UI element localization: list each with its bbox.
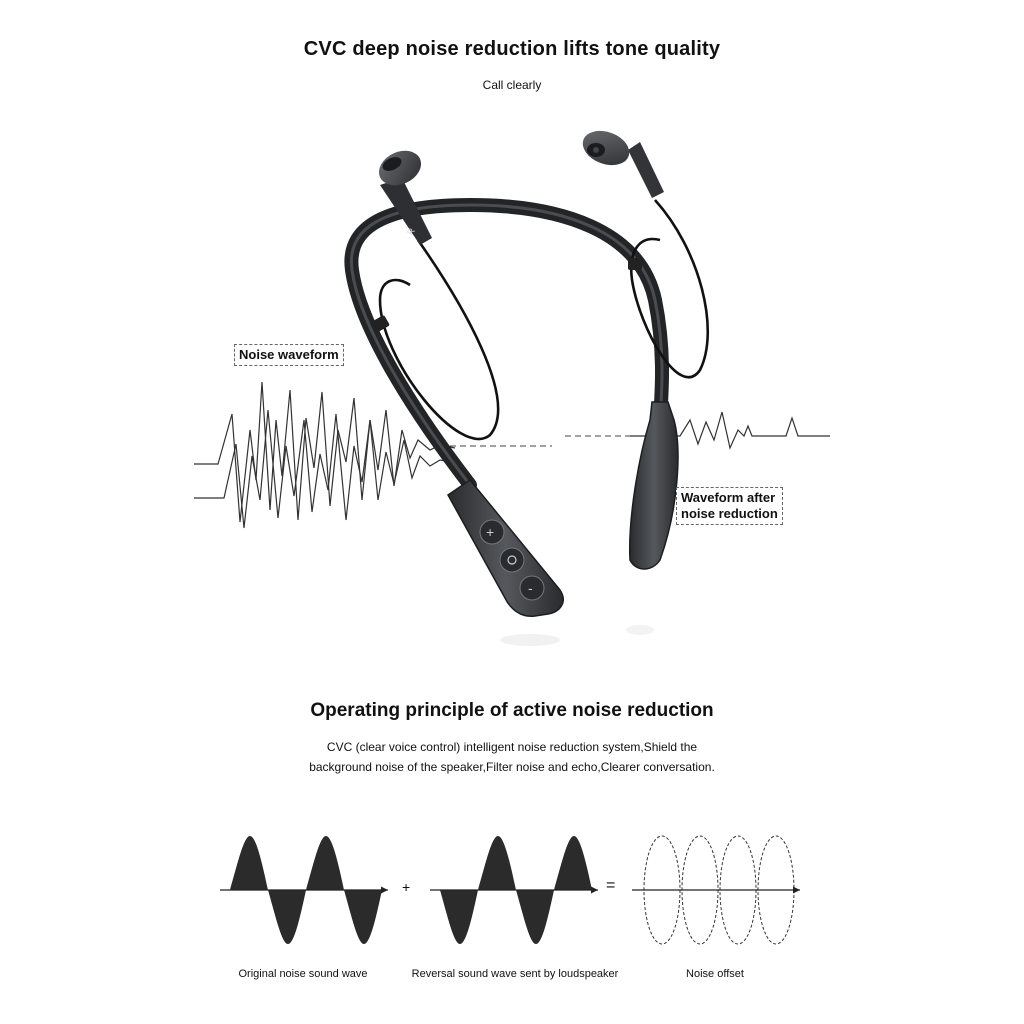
reduced-waveform-label (676, 487, 783, 525)
control-unit (448, 480, 563, 616)
svg-text:R: R (405, 226, 417, 237)
reduced-waveform-label-line1: Waveform after (681, 490, 776, 505)
battery-unit (630, 402, 678, 569)
equals-operator: = (606, 877, 616, 894)
section-description-line1: CVC (clear voice control) intelligent noise reduction system,Shield the (326, 740, 698, 754)
noise-waveform-label: Noise waveform (234, 344, 344, 366)
noise-cancel-diagram (0, 820, 1024, 960)
caption-noise-offset: Noise offset (686, 968, 744, 980)
cable-right-earbud (380, 240, 498, 439)
section-description-line2: background noise of the speaker,Filter noise and echo,Clearer conversation. (309, 760, 715, 774)
reversal-wave (430, 836, 598, 944)
svg-text:-: - (528, 580, 533, 596)
svg-text:+: + (486, 524, 495, 540)
caption-original-wave: Original noise sound wave (238, 968, 368, 980)
neckband (351, 205, 662, 485)
power-button[interactable] (500, 548, 524, 572)
page-title: CVC deep noise reduction lifts tone quality (303, 38, 721, 60)
original-wave (220, 836, 388, 944)
plus-operator: + (402, 879, 411, 895)
section-title: Operating principle of active noise reduction (310, 700, 714, 721)
earbud-right (373, 144, 432, 245)
reduced-waveform-label-line2: noise reduction (681, 506, 778, 521)
caption-reversal-wave: Reversal sound wave sent by loudspeaker (411, 968, 619, 980)
page-subtitle: Call clearly (482, 78, 542, 92)
cable-clip-right (628, 258, 642, 270)
cable-left-earbud (631, 200, 708, 377)
earbud-left (578, 125, 664, 198)
